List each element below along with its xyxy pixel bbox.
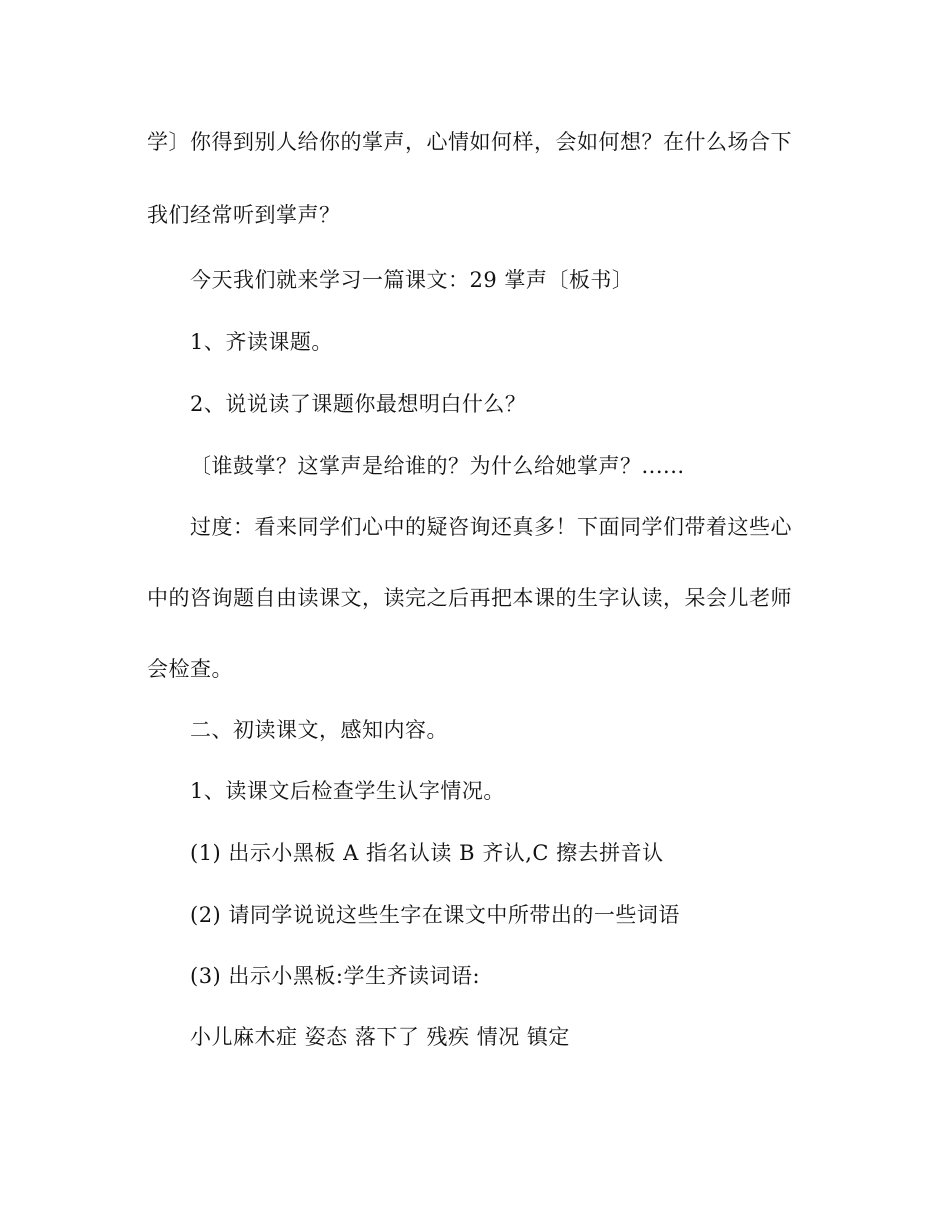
list-item: 1、齐读课题。 [190,330,333,354]
vocabulary-line: 小儿麻木症 姿态 落下了 残疾 情况 镇定 [190,1025,570,1049]
paragraph-line: 学〕你得到别人给你的掌声，心情如何样，会如何想？在什么场合下 [147,130,792,154]
section-heading: 二、初读课文，感知内容。 [190,718,448,742]
paragraph-line: 中的咨询题自由读课文，读完之后再把本课的生字认读，呆会儿老师 [147,586,792,610]
list-item: 1、读课文后检查学生认字情况。 [190,779,505,803]
paragraph-line: 今天我们就来学习一篇课文：29 掌声〔板书〕 [190,268,634,292]
list-item: 2、说说读了课题你最想明白什么？ [190,392,527,416]
paragraph-line: 〔谁鼓掌？这掌声是给谁的？为什么给她掌声？...... [190,454,685,478]
list-item: (1) 出示小黑板 A 指名认读 B 齐认,C 擦去拼音认 [190,841,664,865]
list-item: (3) 出示小黑板:学生齐读词语: [190,964,481,988]
list-item: (2) 请同学说说这些生字在课文中所带出的一些词语 [190,903,680,927]
paragraph-line: 过度：看来同学们心中的疑咨询还真多！下面同学们带着这些心 [190,515,792,539]
paragraph-line: 会检查。 [147,657,233,681]
paragraph-line: 我们经常听到掌声？ [147,203,341,227]
